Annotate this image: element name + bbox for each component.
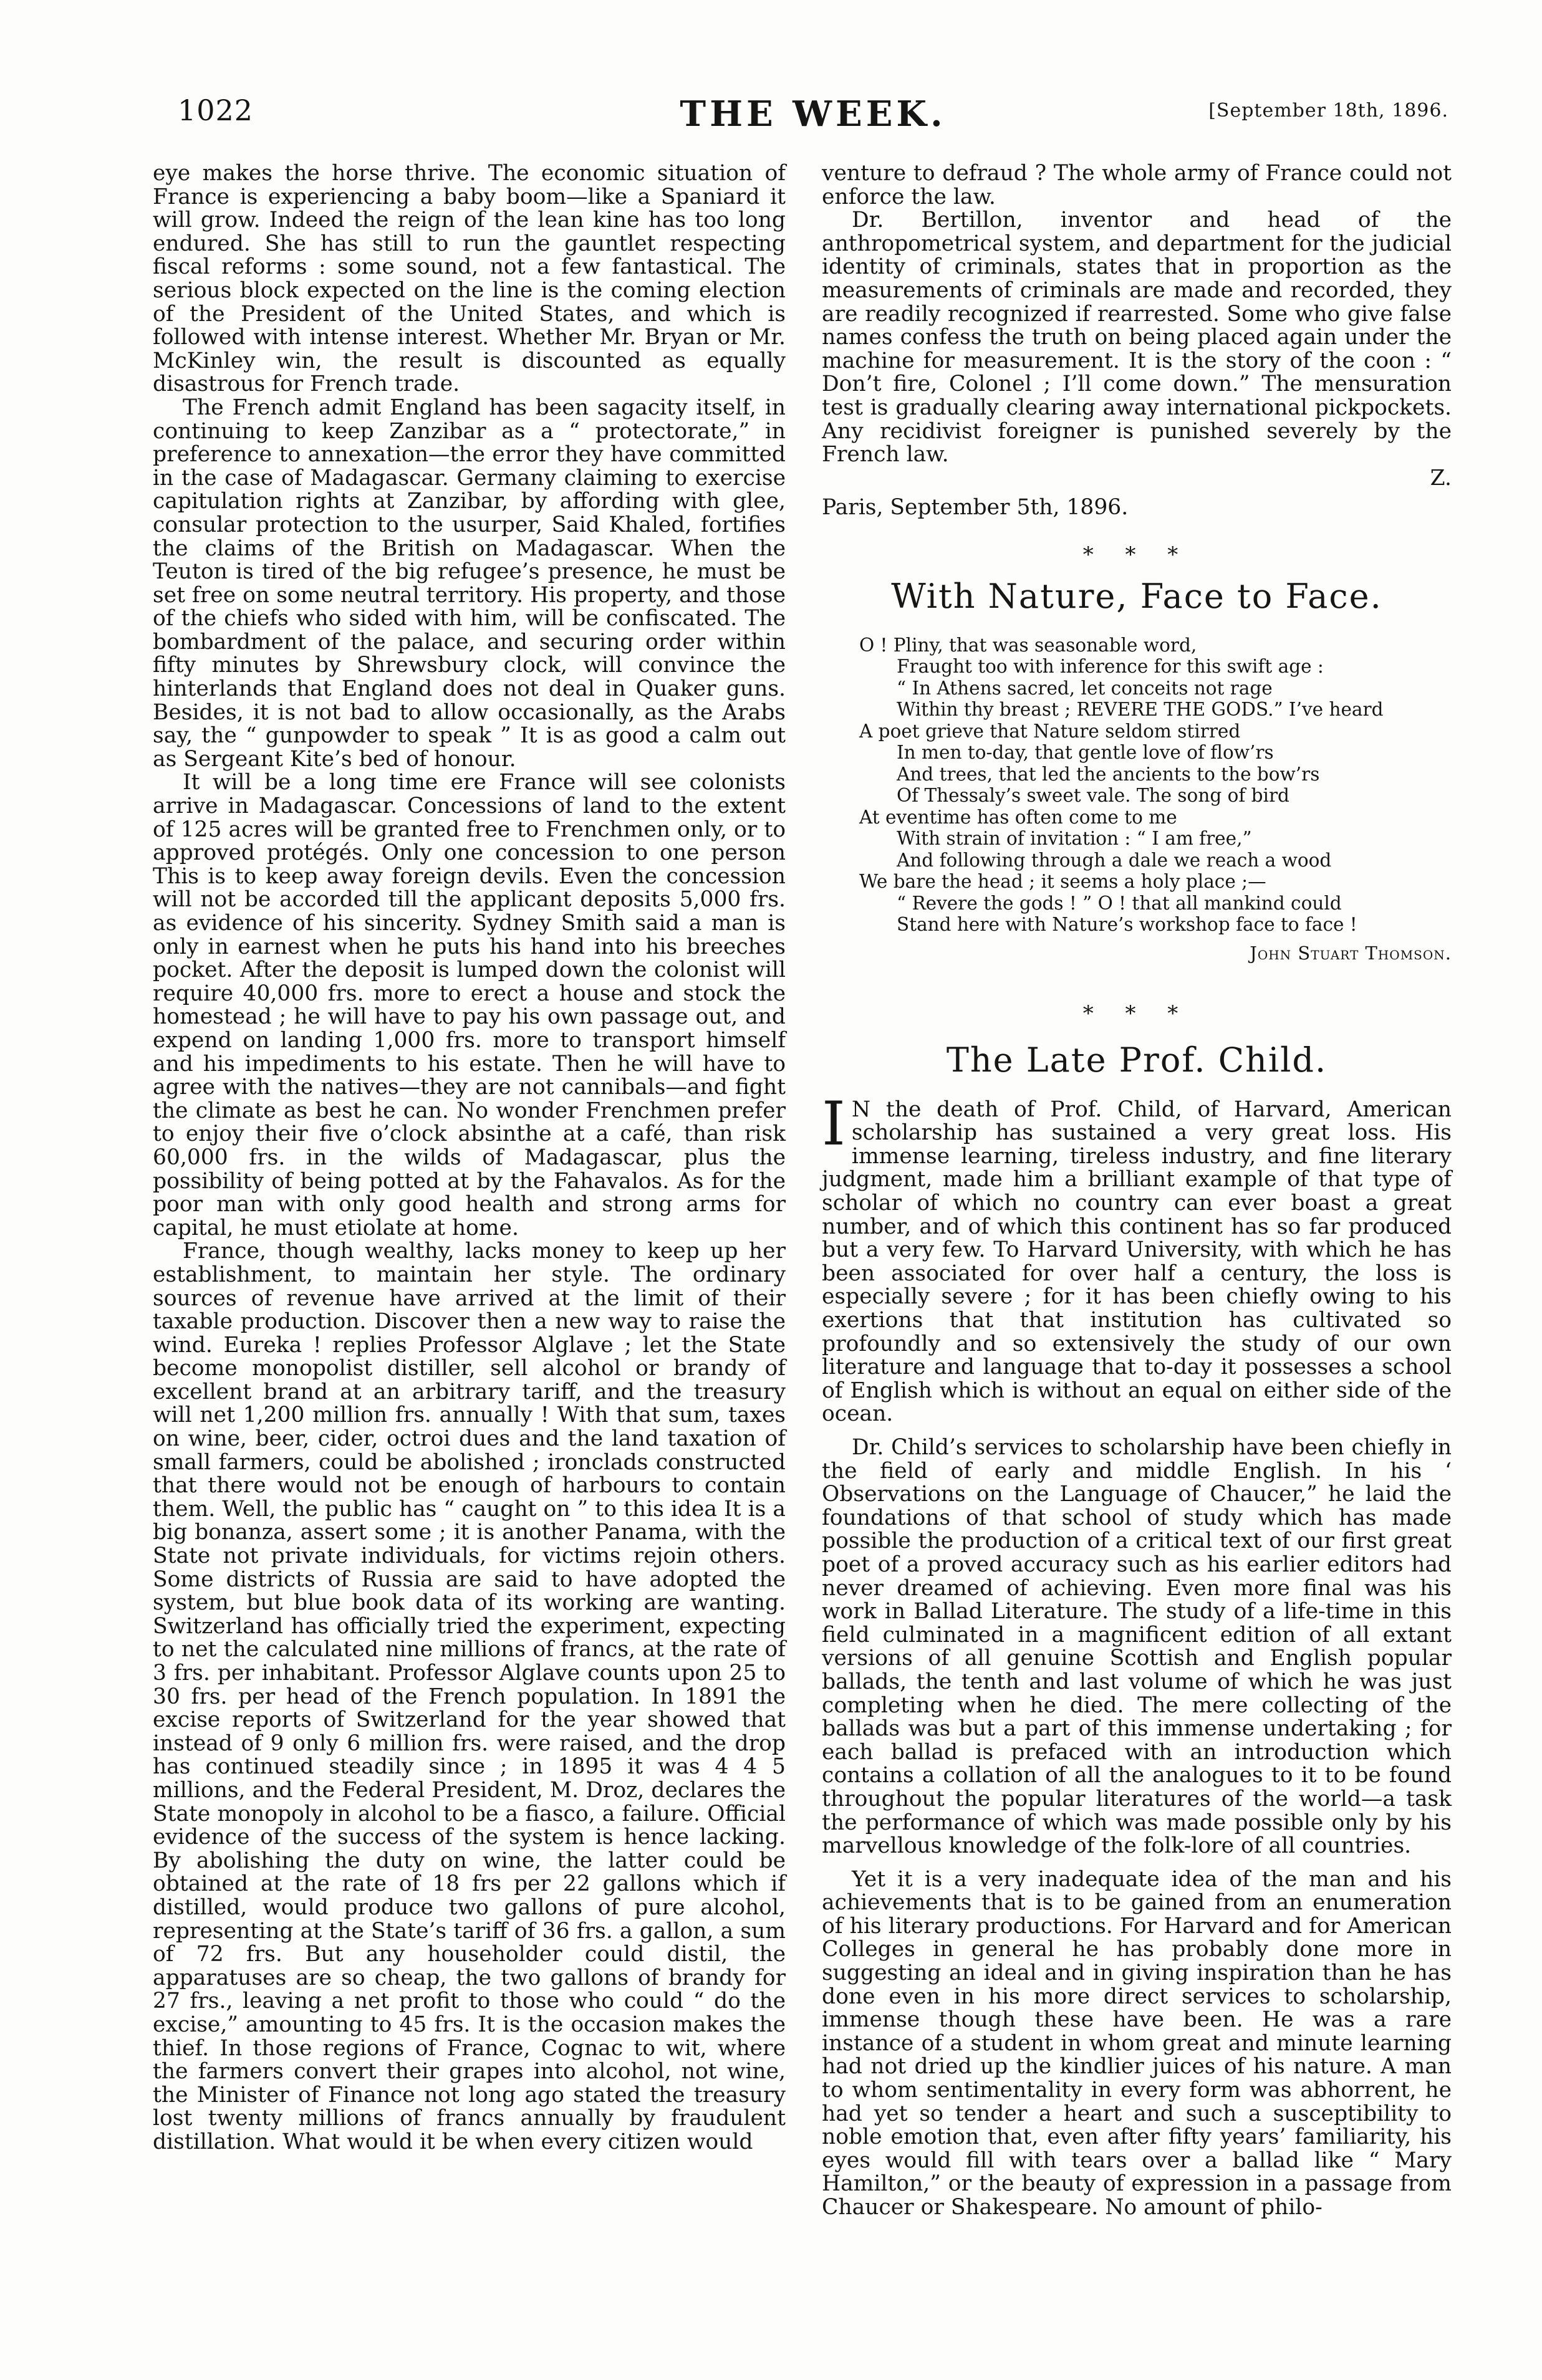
poem-title: With Nature, Face to Face.	[891, 576, 1382, 616]
poem-author: John Stuart Thomson.	[1250, 942, 1452, 964]
section-divider: * * *	[1082, 1001, 1191, 1027]
poem-line: We bare the head ; it seems a holy place ;—	[859, 871, 1266, 892]
page-number: 1022	[178, 94, 254, 127]
article-title: The Late Prof. Child.	[946, 1040, 1328, 1080]
page-header	[178, 94, 1448, 137]
paragraph: It will be a long time ere France will see colonists arrive in Madagascar. Concessions of land to the extent of 125 acres will be granted free to Frenchmen only, or to approved protégés. Only one concession to one person This is to keep away foreign devils. Even the concession will not be accorded till the applicant deposits 5,000 frs. as evidence of his sincerity. Sydney Smith said a man is only in earnest when he puts his hand into his breeches pocket. After the deposit is lumped down the colonist will require 40,000 frs. more to erect a house and stock the homestead ; he will have to pay his own passage out, and expend on landing 1,000 frs. more to transport himself and his impediments to his estate. Then he will have to agree with the natives—they are not cannibals—and fight the climate as best he can. No wonder Frenchmen prefer to enjoy their five o’clock absinthe at a café, than risk 60,000 frs. in the wilds of Madagascar, plus the possibility of being potted at by the Fahavalos. As for the poor man with only good health and strong arms for capital, he must etiolate at home.	[153, 770, 786, 1240]
masthead: THE WEEK.	[680, 94, 947, 135]
left-column	[153, 162, 786, 2154]
article-paragraph: Yet it is a very inadequate idea of the man and his achievements that is to be gained from an enumeration of his literary productions. For Harvard and for American Colleges in general he has probably done more in suggesting an ideal and in giving inspiration than he has done even in his more direct services to scholarship, immense though these have been. He was a rare instance of a student in whom great and minute learning had not dried up the kindlier juices of his nature. A man to whom sentimentality in every form was abhorrent, he had yet so tender a heart and such a susceptibility to noble emotion that, even after fifty years’ familiarity, his eyes would fill with tears over a ballad like “ Mary Hamilton,” or the beauty of expression in a passage from Chaucer or Shakespeare. No amount of philo-	[822, 1866, 1452, 2220]
paragraph: eye makes the horse thrive. The economic situation of France is experiencing a baby boom—like a Spaniard it will grow. Indeed the reign of the lean kine has too long endured. She has still to run the gauntlet respecting fiscal reforms : some sound, not a few fantastical. The serious block expected on the line is the coming election of the President of the United States, and which is followed with intense interest. Whether Mr. Bryan or Mr. McKinley win, the result is discounted as equally disastrous for French trade.	[153, 161, 786, 397]
paragraph: The French admit England has been sagacity itself, in continuing to keep Zanzibar as a “ protectorate,” in preference to annexation—the error they have committed in the case of Madagascar. Germany claiming to exercise capitulation rights at Zanzibar, by affording with glee, consular protection to the usurper, Said Khaled, fortifies the claims of the British on Madagascar. When the Teuton is tired of the big refugee’s presence, he must be set free on some neutral territory. His property, and those of the chiefs who sided with him, will be confiscated. The bombardment of the palace, and securing order within fifty minutes by Shrewsbury clock, will convince the hinterlands that England does not deal in Quaker guns. Besides, it is not bad to allow occasionally, as the Arabs say, the “ gunpowder to speak ” It is as good a calm out as Sergeant Kite’s bed of honour.	[153, 395, 786, 772]
poem-line: Of Thessaly’s sweet vale. The song of bird	[897, 785, 1289, 806]
poem-line: Fraught too with inference for this swift age :	[897, 656, 1324, 677]
dateline: Paris, September 5th, 1896.	[822, 495, 1129, 521]
continuation-paragraph: venture to defraud ? The whole army of France could not enforce the law.	[822, 161, 1452, 209]
poem-line: And trees, that led the ancients to the bow’rs	[897, 763, 1320, 785]
drop-cap: I	[822, 1088, 846, 1159]
article-paragraph	[822, 1088, 1452, 1427]
signature: Z.	[1430, 465, 1452, 491]
poem-line: “ In Athens sacred, let conceits not rage	[897, 677, 1273, 699]
poem-line: O ! Pliny, that was seasonable word,	[859, 634, 1197, 656]
poem-line: And following through a dale we reach a wood	[897, 849, 1332, 871]
poem	[859, 635, 1427, 936]
poem-line: “ Revere the gods ! ” O ! that all mankind could	[897, 892, 1342, 914]
section-divider: * * *	[1082, 542, 1191, 567]
poem-line: With strain of invitation : “ I am free,”	[897, 828, 1252, 849]
poem-line: Stand here with Nature’s workshop face to face !	[897, 914, 1357, 935]
poem-line: Within thy breast ; REVERE THE GODS.” I’ve heard	[897, 699, 1384, 720]
article-paragraph: Dr. Child’s services to scholarship have been chiefly in the field of early and middle English. In his ‘ Observations on the Language of Chaucer,” he laid the foundations of that school of study which has made possible the production of a critical text of our first great poet of a proved accuracy such as his earlier editors had never dreamed of achieving. Even more final was his work in Ballad Literature. The study of a life-time in this field culminated in a magnificent edition of all extant versions of all genuine Scottish and English popular ballads, the tenth and last volume of which he was just completing when he died. The mere collecting of the ballads was but a part of this immense undertaking ; for each ballad is prefaced with an introduction which contains a collation of all the analogues to it to be found throughout the popular literatures of the world—a task the performance of which was made possible only by his marvellous knowledge of the folk-lore of all countries.	[822, 1435, 1452, 1859]
right-column	[822, 162, 1452, 2220]
article-text: N the death of Prof. Child, of Harvard, American scholarship has sustained a very great loss. His immense learning, tireless industry, and fine literary judgment, made him a brilliant example of that type of scholar of which no country can ever boast a great number, and of which this continent has so far produced but a very few. To Harvard University, with which he has been associated for over half a century, the loss is especially severe ; for it has been chiefly owing to his exertions that that institution has cultivated so profoundly and so extensively the study of our own literature and language that to-day it possesses a school of English which is without an equal on either side of the ocean.	[822, 1096, 1452, 1427]
bertillon-paragraph: Dr. Bertillon, inventor and head of the anthropometrical system, and department for the judicial identity of criminals, states that in proportion as the measurements of criminals are made and recorded, they are readily recognized if rearrested. Some who give false names confess the truth on being placed again under the machine for measurement. It is the story of the coon : “ Don’t fire, Colonel ; I’ll come down.” The mensuration test is gradually clearing away international pickpockets. Any recidivist foreigner is punished severely by the French law.	[822, 208, 1452, 468]
paragraph: France, though wealthy, lacks money to keep up her establishment, to maintain her style. The ordinary sources of revenue have arrived at the limit of their taxable production. Discover then a new way to raise the wind. Eureka ! replies Professor Alglave ; let the State become monopolist distiller, sell alcohol or brandy of excellent brand at an arbitrary tariff, and the treasury will net 1,200 million frs. annually ! With that sum, taxes on wine, beer, cider, octroi dues and the land taxation of small farmers, could be abolished ; ironclads constructed that there would not be enough of harbours to contain them. Well, the public has “ caught on ” to this idea It is a big bonanza, assert some ; it is another Panama, with the State not private individuals, for victims rejoin others. Some districts of Russia are said to have adopted the system, but blue book data of its working are wanting. Switzerland has officially tried the experiment, expecting to net the calculated nine millions of francs, at the rate of 3 frs. per inhabitant. Professor Alglave counts upon 25 to 30 frs. per head of the French population. In 1891 the excise reports of Switzerland for the year showed that instead of 9 only 6 million frs. were raised, and the drop has continued steadily since ; in 1895 it was 4 4 5 millions, and the Federal President, M. Droz, declares the State monopoly in alcohol to be a fiasco, a failure. Official evidence of the success of the system is hence lacking. By abolishing the duty on wine, the latter could be obtained at the rate of 18 frs per 22 gallons which if distilled, would produce two gallons of pure alcohol, representing at the State’s tariff of 36 frs. a gallon, a sum of 72 frs. But any householder could distil, the apparatuses are so cheap, the two gallons of brandy for 27 frs., leaving a net profit to those who could “ do the excise,” amounting to 45 frs. It is the occasion makes the thief. In those regions of France, Cognac to wit, where the farmers convert their grapes into alcohol, not wine, the Minister of Finance not long ago stated the treasury lost twenty millions of francs annually by fraudulent distillation. What would it be when every citizen would	[153, 1239, 786, 2154]
issue-date: [September 18th, 1896.	[1208, 100, 1448, 122]
poem-line: In men to-day, that gentle love of flow’rs	[897, 742, 1274, 763]
poem-line: A poet grieve that Nature seldom stirred	[859, 720, 1241, 742]
poem-line: At eventime has often come to me	[859, 806, 1177, 828]
